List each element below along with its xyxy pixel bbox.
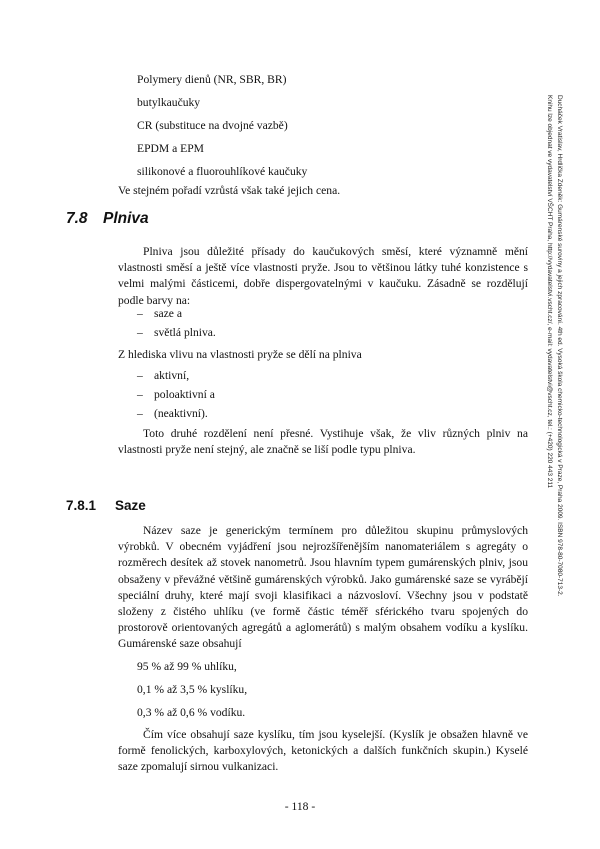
- influence-list-item: [137, 407, 208, 421]
- color-list-item: [137, 326, 216, 340]
- list-item-text: poloaktivní a: [154, 388, 215, 401]
- dash-marker: –: [137, 307, 143, 320]
- color-list-item: [137, 307, 182, 321]
- intro-list-item: Polymery dienů (NR, SBR, BR): [137, 73, 287, 86]
- list-item-text: aktivní,: [154, 369, 190, 382]
- influence-list-item: [137, 369, 189, 383]
- intro-list-item: CR (substituce na dvojné vazbě): [137, 119, 288, 132]
- dash-marker: –: [137, 388, 143, 401]
- paragraph-text: Toto druhé rozdělení není přesné. Vystihuje však, že vliv různých plniv na vlastnosti pryže není stejný, ale značně se liší podle typu plniva.: [118, 427, 528, 457]
- intro-list-item: butylkaučuky: [137, 96, 201, 109]
- list-item-text: saze a: [154, 307, 182, 320]
- section-number: 7.8: [66, 210, 88, 227]
- influence-list-item: [137, 388, 215, 402]
- dash-marker: –: [137, 407, 143, 420]
- citation-sidebar: [544, 95, 564, 675]
- intro-list-item: silikonové a fluorouhlíkové kaučuky: [137, 165, 308, 178]
- paragraph-text: Čím více obsahují saze kyslíku, tím jsou kyselejší. (Kyslík je obsažen hlavně ve formě fenolických, karboxylových, ketonických a dalších funkčních skupin.) Kyselé saze zpomalují sirnou vulkanizaci.: [118, 728, 528, 774]
- section-title: Saze: [115, 498, 146, 513]
- composition-item: 0,3 % až 0,6 % vodíku.: [137, 706, 246, 719]
- section-number: 7.8.1: [66, 498, 97, 513]
- influence-intro: Z hlediska vlivu na vlastnosti pryže se dělí na plniva: [118, 348, 362, 361]
- dash-marker: –: [137, 369, 143, 382]
- section-heading-7-8: [66, 210, 149, 228]
- section-heading-7-8-1: [66, 498, 146, 513]
- composition-item: 95 % až 99 % uhlíku,: [137, 660, 237, 673]
- composition-item: 0,1 % až 3,5 % kyslíku,: [137, 683, 248, 696]
- paragraph: [118, 727, 528, 776]
- list-item-text: světlá plniva.: [154, 326, 216, 339]
- page-number: - 118 -: [284, 800, 316, 813]
- section-title: Plniva: [103, 210, 149, 227]
- intro-list-item: EPDM a EPM: [137, 142, 204, 155]
- paragraph: [118, 244, 528, 309]
- dash-marker: –: [137, 326, 143, 339]
- paragraph-text: Název saze je generickým termínem pro důležitou skupinu průmyslových výrobků. V obecném vyjádření jsou nejrozšířenějším nanomateriálem s agregáty o rozměrech desítek až stovek nanometrů. Jsou hlavním typem gumárenských plniv, jsou obsaženy v převážné většině gumárenských výrobků. Jako gumárenské saze se vyrábějí speciální druhy, které mají svoji klasifikaci a názvosloví. Všechny jsou v podstatě složeny z čistého uhlíku (ve formě částic téměř sférického tvaru spojených do prostorově orientovaných agregátů a aglomerátů) s malým obsahem vodíku a kyslíku. Gumárenské saze obsahují: [118, 524, 528, 651]
- paragraph-text: Plniva jsou důležité přísady do kaučukových směsí, které významně mění vlastnosti směsí a ještě více vlastnosti pryže. Jsou to většinou látky tuhé konzistence s velmi malými částicemi, dobře dispergovatelnými v kaučuku. Zásadně se rozdělují podle barvy na:: [118, 245, 528, 307]
- paragraph: [118, 426, 528, 458]
- paragraph: [118, 523, 528, 653]
- citation-line: Ducháček Vratislav, Hrdlička Zdeněk: Gumárenské suroviny a jejich zpracování. 4th ed. Vysoká škola chemicko-technologická v Praze, Praha 2009. ISBN 978-80-7080-713-2.: [556, 95, 563, 597]
- order-info-line: Knihu lze objednat ve vydavatelství VŠCHT Praha, http://vydavatelstvi.vscht.cz/, e-mail: vydavatelstvi@vscht.cz, tel.: (+420) 220 443 211: [546, 95, 553, 489]
- list-item-text: (neaktivní).: [154, 407, 208, 420]
- intro-conclusion: Ve stejném pořadí vzrůstá však také jejich cena.: [118, 184, 341, 197]
